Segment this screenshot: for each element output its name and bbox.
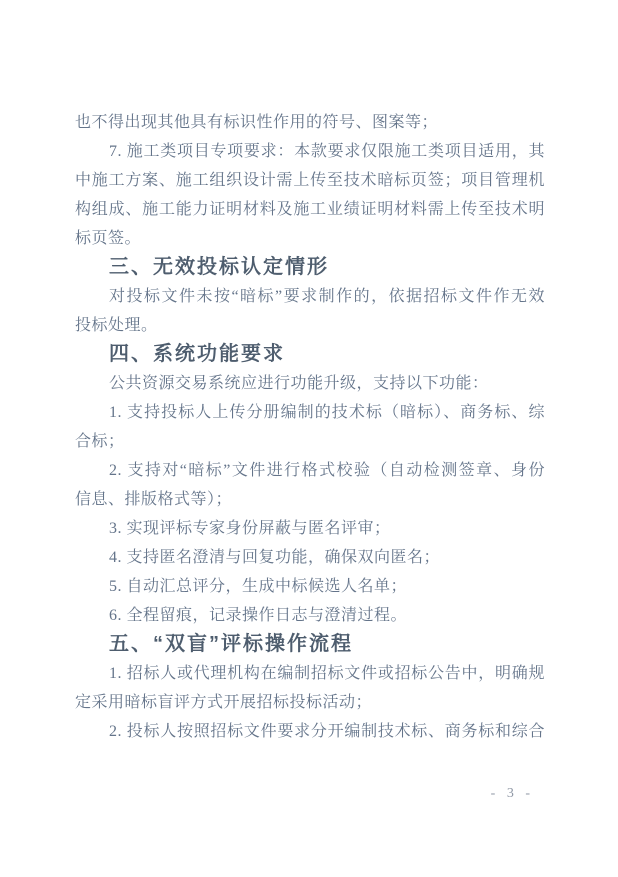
text-line: 标页签。 bbox=[75, 230, 142, 247]
text-line: 四、系统功能要求 bbox=[109, 343, 285, 365]
text-line: 1. 支持投标人上传分册编制的技术标（暗标）、商务标、综 bbox=[109, 404, 545, 421]
paragraph bbox=[75, 659, 545, 717]
text-line: 投标处理。 bbox=[75, 317, 158, 334]
text-line: 构组成、施工能力证明材料及施工业绩证明材料需上传至技术明 bbox=[75, 201, 545, 218]
text-line: 2. 投标人按照招标文件要求分开编制技术标、商务标和综合 bbox=[109, 723, 545, 740]
paragraph bbox=[75, 369, 545, 398]
section-heading bbox=[75, 340, 545, 369]
page-number: - 3 - bbox=[490, 786, 532, 801]
paragraph bbox=[75, 398, 545, 456]
text-line: 1. 招标人或代理机构在编制招标文件或招标公告中，明确规 bbox=[109, 665, 545, 682]
text-line: 对投标文件未按“暗标”要求制作的，依据招标文件作无效 bbox=[109, 288, 545, 305]
text-line: 定采用暗标盲评方式开展招标投标活动； bbox=[75, 694, 373, 711]
paragraph bbox=[75, 456, 545, 514]
paragraph bbox=[75, 137, 545, 253]
text-line: 6. 全程留痕，记录操作日志与澄清过程。 bbox=[109, 607, 408, 624]
text-line: 7. 施工类项目专项要求：本款要求仅限施工类项目适用，其 bbox=[109, 143, 545, 160]
document-body bbox=[75, 108, 545, 746]
text-line: 2. 支持对“暗标”文件进行格式校验（自动检测签章、身份 bbox=[109, 462, 545, 479]
text-line: 5. 自动汇总评分，生成中标候选人名单； bbox=[109, 578, 408, 595]
paragraph bbox=[75, 601, 545, 630]
paragraph bbox=[75, 514, 545, 543]
paragraph bbox=[75, 108, 545, 137]
text-line: 三、无效投标认定情形 bbox=[109, 256, 329, 278]
text-line: 公共资源交易系统应进行功能升级，支持以下功能： bbox=[109, 375, 489, 392]
paragraph bbox=[75, 543, 545, 572]
paragraph bbox=[75, 282, 545, 340]
text-line: 4. 支持匿名澄清与回复功能，确保双向匿名； bbox=[109, 549, 441, 566]
paragraph bbox=[75, 572, 545, 601]
text-line: 五、“双盲”评标操作流程 bbox=[109, 633, 353, 655]
text-line: 3. 实现评标专家身份屏蔽与匿名评审； bbox=[109, 520, 391, 537]
text-line: 信息、排版格式等）； bbox=[75, 491, 233, 508]
text-line: 也不得出现其他具有标识性作用的符号、图案等； bbox=[75, 114, 439, 131]
text-line: 中施工方案、施工组织设计需上传至技术暗标页签；项目管理机 bbox=[75, 172, 545, 189]
section-heading bbox=[75, 630, 545, 659]
text-line: 合标； bbox=[75, 433, 125, 450]
section-heading bbox=[75, 253, 545, 282]
paragraph bbox=[75, 717, 545, 746]
